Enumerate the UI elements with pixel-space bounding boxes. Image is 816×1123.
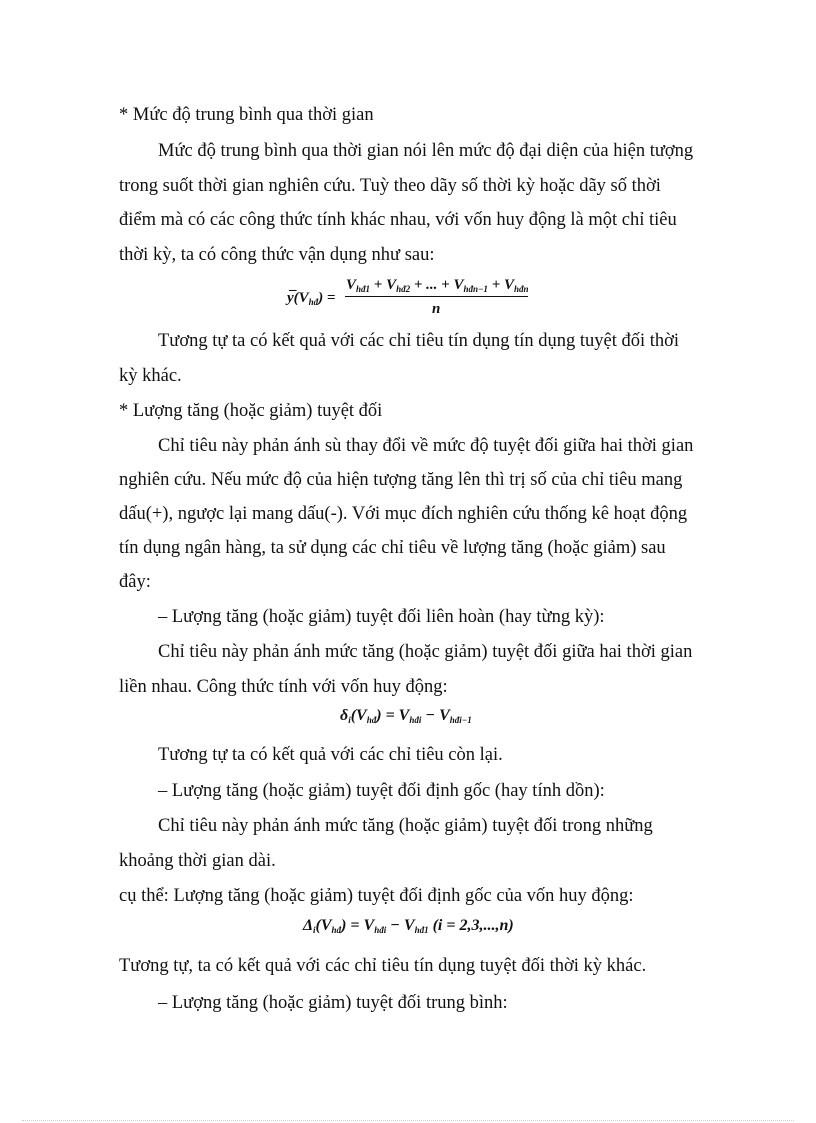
formula-chain-change: $\delta_i(V_{hđ}) = V_{hđi} - V_{hđi-1}$: [340, 707, 472, 725]
paragraph-line: dấu(+), ngược lại mang dấu(-). Với mục đích nghiên cứu thống kê hoạt động: [119, 504, 688, 524]
formula-numerator: $V_{hđ1} + V_{hđ2}$ + ... + $V_{hđn-1} + V_{hđn}$: [346, 277, 529, 294]
bullet-chain-change: – Lượng tăng (hoặc giảm) tuyệt đối liên hoàn (hay từng kỳ):: [158, 607, 605, 627]
paragraph-line: Tương tự ta có kết quả với các chỉ tiêu còn lại.: [158, 745, 503, 765]
paragraph-line: thời kỳ, ta có công thức vận dụng như sau:: [119, 245, 435, 265]
paragraph-line: Tương tự ta có kết quả với các chỉ tiêu tín dụng tín dụng tuyệt đối thời: [158, 331, 680, 351]
paragraph-line: Mức độ trung bình qua thời gian nói lên mức độ đại diện của hiện tượng: [158, 141, 694, 161]
formula-denominator: n: [432, 301, 441, 317]
formula-lhs: $y(V_{hđ})$ =: [287, 290, 336, 307]
paragraph-line: Chỉ tiêu này phản ánh mức tăng (hoặc giảm) tuyệt đối giữa hai thời gian: [158, 642, 693, 662]
paragraph-line: Tương tự, ta có kết quả với các chỉ tiêu tín dụng tuyệt đối thời kỳ khác.: [119, 956, 647, 976]
bullet-average-change: – Lượng tăng (hoặc giảm) tuyệt đối trung bình:: [158, 993, 508, 1013]
formula-base-change: $\Delta_i(V_{hđ}) = V_{hđi} - V_{hđ1}$ (i = 2,3,...,n): [303, 917, 514, 935]
paragraph-line: khoảng thời gian dài.: [119, 851, 276, 871]
paragraph-line: kỳ khác.: [119, 366, 182, 386]
paragraph-line: trong suốt thời gian nghiên cứu. Tuỳ theo dãy số thời kỳ hoặc dãy số thời: [119, 176, 661, 196]
paragraph-line: Chỉ tiêu này phản ánh sù thay đổi về mức độ tuyệt đối giữa hai thời gian: [158, 436, 694, 456]
paragraph-line: cụ thể: Lượng tăng (hoặc giảm) tuyệt đối định gốc của vốn huy động:: [119, 886, 634, 906]
paragraph-line: điểm mà có các công thức tính khác nhau, với vốn huy động là một chỉ tiêu: [119, 210, 677, 230]
paragraph-line: Chỉ tiêu này phản ánh mức tăng (hoặc giảm) tuyệt đối trong những: [158, 816, 653, 836]
paragraph-line: nghiên cứu. Nếu mức độ của hiện tượng tăng lên thì trị số của chỉ tiêu mang: [119, 470, 683, 490]
heading-average-level: * Mức độ trung bình qua thời gian: [119, 105, 374, 125]
formula-bar: _: [289, 277, 297, 293]
paragraph-line: đây:: [119, 572, 151, 592]
paragraph-line: liền nhau. Công thức tính với vốn huy động:: [119, 677, 448, 697]
page-bottom-rule: [22, 1120, 794, 1121]
fraction-bar: [345, 296, 528, 297]
paragraph-line: tín dụng ngân hàng, ta sử dụng các chỉ tiêu về lượng tăng (hoặc giảm) sau: [119, 538, 666, 558]
heading-absolute-change: * Lượng tăng (hoặc giảm) tuyệt đối: [119, 401, 383, 421]
bullet-base-change: – Lượng tăng (hoặc giảm) tuyệt đối định gốc (hay tính dồn):: [158, 781, 605, 801]
